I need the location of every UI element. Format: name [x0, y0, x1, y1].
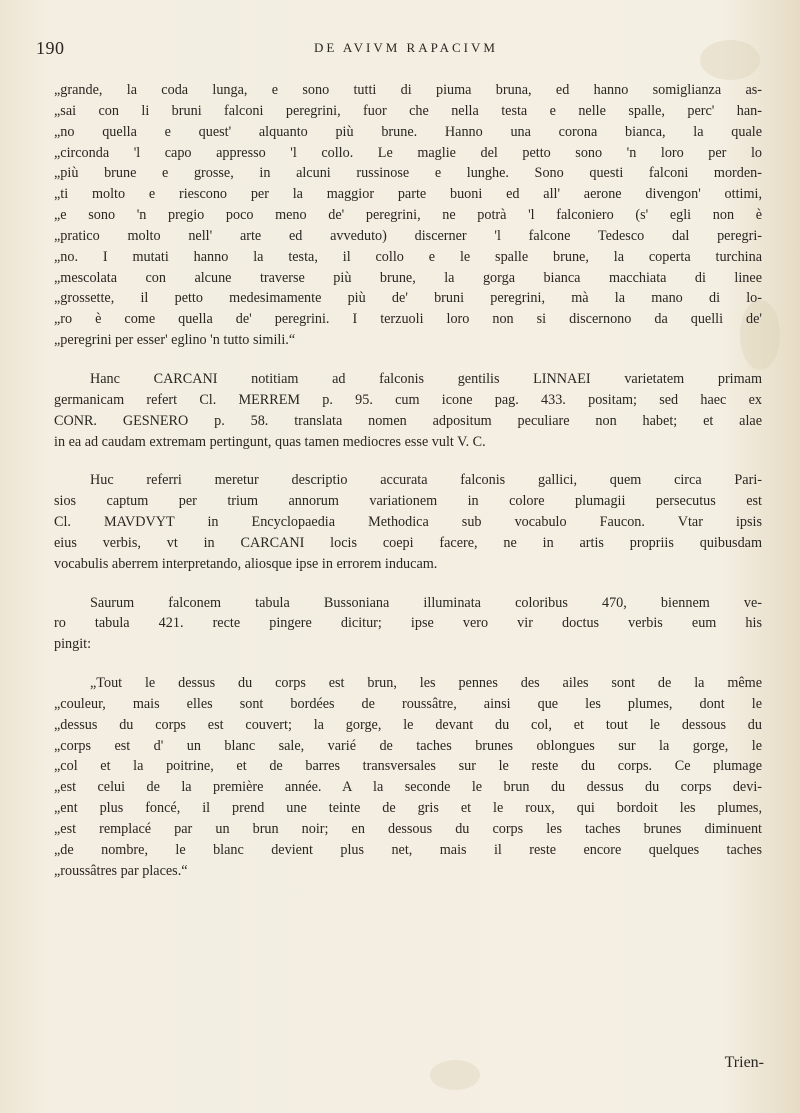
text-line: „mescolata con alcune traverse più brune, la gorga bianca macchiata di linee: [54, 269, 762, 286]
text-line: „grande, la coda lunga, e sono tutti di piuma bruna, ed hanno somiglianza as-: [54, 82, 762, 98]
text-line: „ti molto e riescono per la maggior parte buoni ed all' aerone divengon' ottimi,: [54, 186, 762, 203]
text-line: „grossette, il petto medesimamente più de' bruni peregrini, mà la mano di lo-: [54, 290, 762, 307]
text-line: „est remplacé par un brun noir; en dessous du corps les taches brunes diminuent: [54, 821, 762, 837]
latin-paragraph-1: [54, 369, 762, 452]
text-line: „più brune e grosse, in alcuni russinose e lunghe. Sono questi falconi morden-: [54, 165, 762, 182]
french-quote-paragraph: [54, 673, 762, 881]
text-line: vocabulis aberrem interpretando, aliosque ipse in errorem inducam.: [54, 555, 438, 572]
text-line: „circonda 'l capo appresso 'l collo. Le maglie del petto sono 'n loro per lo: [54, 144, 762, 161]
latin-paragraph-3: [54, 593, 762, 656]
text-body: [54, 80, 762, 882]
text-line: Cl. MAVDVYT in Encyclopaedia Methodica sub vocabulo Faucon. Vtar ipsis: [54, 514, 762, 531]
text-line: „no. I mutati hanno la testa, il collo e le spalle brune, la coperta turchina: [54, 248, 762, 265]
text-line: Saurum falconem tabula Bussoniana illuminata coloribus 470, biennem ve-: [90, 594, 762, 611]
text-line: eius verbis, vt in CARCANI locis coepi facere, ne in artis propriis quibusdam: [54, 534, 762, 551]
text-line: „corps est d' un blanc sale, varié de taches brunes oblongues sur la gorge, le: [54, 737, 762, 754]
text-line: „pratico molto nell' arte ed avveduto) discerner 'l falcone Tedesco dal peregri-: [54, 227, 762, 244]
text-line: „Tout le dessus du corps est brun, les pennes des ailes sont de la même: [90, 675, 762, 692]
italian-quote-paragraph: [54, 80, 762, 351]
text-line: „col et la poitrine, et de barres transversales sur le reste du corps. Ce plumage: [54, 758, 762, 775]
text-line: ro tabula 421. recte pingere dicitur; ipse vero vir doctus verbis eum his: [54, 615, 762, 632]
catchword: Trien-: [724, 1054, 764, 1071]
text-line: in ea ad caudam extremam pertingunt, quas tamen mediocres esse vult V. C.: [54, 433, 486, 450]
text-line: CONR. GESNERO p. 58. translata nomen adpositum peculiare non habet; et alae: [54, 412, 762, 429]
text-line: „dessus du corps est couvert; la gorge, le devant du col, et tout le dessous du: [54, 716, 762, 733]
running-title: DE AVIVM RAPACIVM: [314, 40, 498, 55]
text-line: germanicam refert Cl. MERREM p. 95. cum icone pag. 433. positam; sed haec ex: [54, 391, 762, 408]
text-line: „peregrini per esser' eglino 'n tutto simili.“: [54, 332, 296, 349]
text-line: „ro è come quella de' peregrini. I terzuoli loro non si discernono da quelli de': [54, 311, 762, 328]
text-line: „est celui de la première année. A la seconde le brun du dessus du corps devi-: [54, 779, 762, 796]
text-line: „de nombre, le blanc devient plus net, mais il reste encore quelques taches: [54, 841, 762, 858]
running-header: [36, 34, 776, 62]
text-line: Huc referri meretur descriptio accurata falconis gallici, quem circa Pari-: [90, 472, 762, 489]
page-number: 190: [36, 38, 65, 58]
text-line: „sai con li bruni falconi peregrini, fuor che nella testa e nelle spalle, perc' han-: [54, 102, 762, 119]
text-line: „couleur, mais elles sont bordées de roussâtre, ainsi que les plumes, dont le: [54, 695, 762, 712]
text-line: „e sono 'n pregio poco meno de' peregrini, ne potrà 'l falconiero (s' egli non è: [54, 207, 762, 224]
text-line: „ent plus foncé, il prend une teinte de gris et le roux, qui bordoit les plumes,: [54, 800, 762, 817]
text-line: sios captum per trium annorum variationem in colore plumagii persecutus est: [54, 493, 762, 510]
latin-paragraph-2: [54, 470, 762, 574]
text-line: „roussâtres par places.“: [54, 862, 188, 879]
text-line: Hanc CARCANI notitiam ad falconis gentilis LINNAEI varietatem primam: [90, 370, 762, 387]
text-line: „no quella e quest' alquanto più brune. Hanno una corona bianca, la quale: [54, 123, 762, 140]
text-line: pingit:: [54, 636, 92, 653]
